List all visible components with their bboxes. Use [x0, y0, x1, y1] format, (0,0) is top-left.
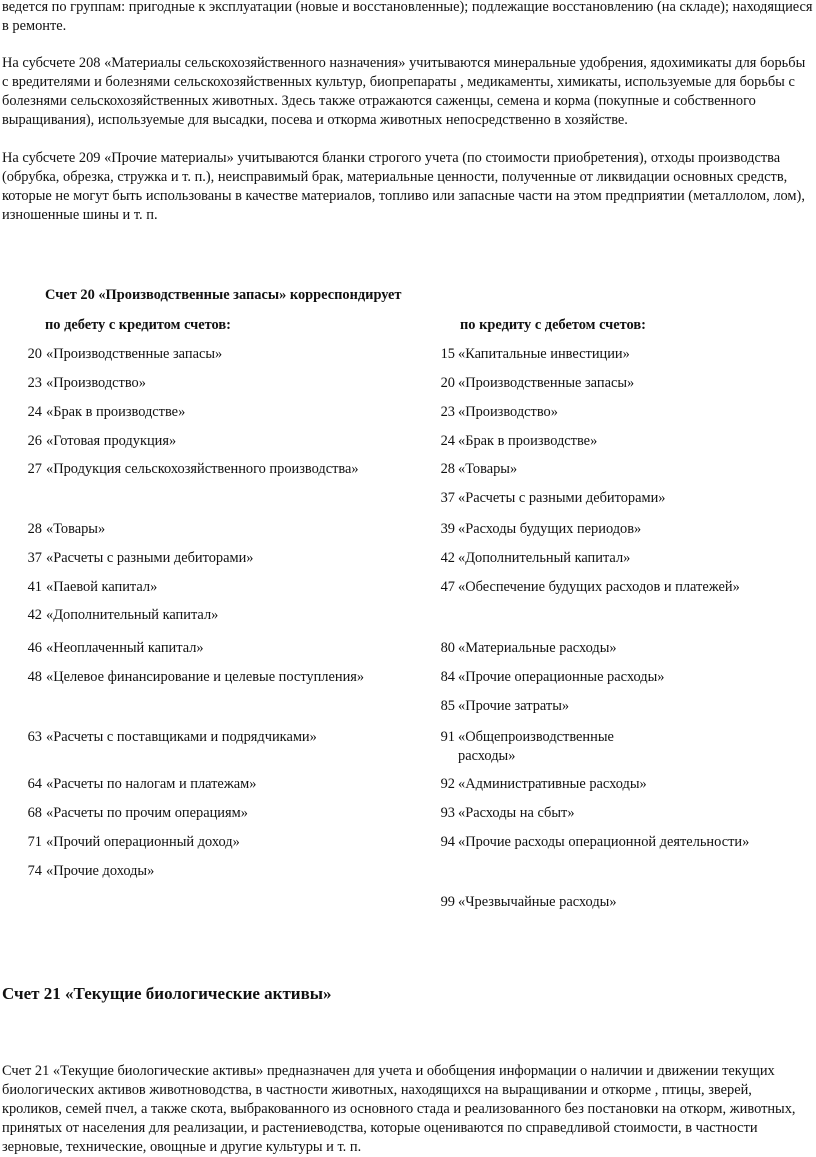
account-name: «Расходы будущих периодов»	[458, 521, 642, 537]
account-name: «Расчеты с разными дебиторами»	[458, 490, 666, 506]
account-name: «Неоплаченный капитал»	[46, 640, 204, 656]
account-name: «Административные расходы»	[458, 776, 647, 792]
account-number: 20	[27, 346, 42, 362]
account-name: «Расчеты с поставщиками и подрядчиками»	[46, 729, 317, 745]
account-number: 91	[440, 729, 455, 745]
account-number: 71	[27, 834, 42, 850]
account-name: «Дополнительный капитал»	[458, 550, 631, 566]
account-number: 74	[27, 863, 42, 879]
account-number: 48	[27, 669, 42, 685]
account-number: 80	[440, 640, 455, 656]
account-number: 28	[27, 521, 42, 537]
account-number: 41	[27, 579, 42, 595]
account-name: «Прочий операционный доход»	[46, 834, 240, 850]
account-number: 85	[440, 698, 455, 714]
account-name: «Паевой капитал»	[46, 579, 158, 595]
account-name: «Товары»	[458, 461, 518, 477]
account-name: «Чрезвычайные расходы»	[458, 894, 617, 910]
correspondence-heading: Счет 20 «Производственные запасы» корреспондирует	[45, 287, 402, 303]
account-name: «Брак в производстве»	[46, 404, 186, 420]
account-number: 39	[440, 521, 455, 537]
account-number: 24	[27, 404, 42, 420]
account-name: «Производство»	[46, 375, 146, 391]
paragraph-subaccount-208: На субсчете 208 «Материалы сельскохозяйственного назначения» учитываются минеральные удобрения, ядохимикаты для борьбы с вредителями и болезнями сельскохозяйственных культур, биопрепараты , медикаменты, химикаты, используемые для борьбы с болезнями сельскохозяйственных животных. Здесь также отражаются саженцы, семена и корма (покупные и собственного выращивания), используемые для высадки, посева и откорма животных непосредственно в хозяйстве.	[2, 55, 806, 128]
account-name: «Прочие операционные расходы»	[458, 669, 665, 685]
account-number: 37	[440, 490, 455, 506]
account-name: «Расчеты по прочим операциям»	[46, 805, 248, 821]
account-number: 94	[440, 834, 455, 850]
account-number: 24	[440, 433, 455, 449]
account-number: 47	[440, 579, 455, 595]
debit-column-header: по дебету с кредитом счетов:	[45, 317, 231, 333]
account-number: 42	[440, 550, 455, 566]
account-number: 42	[27, 607, 42, 623]
account-number: 64	[27, 776, 42, 792]
account-number: 68	[27, 805, 42, 821]
account-name: «Обеспечение будущих расходов и платежей»	[458, 579, 740, 595]
account-name: «Брак в производстве»	[458, 433, 598, 449]
account-number: 84	[440, 669, 455, 685]
account-name: «Расходы на сбыт»	[458, 805, 575, 821]
account-name: «Товары»	[46, 521, 106, 537]
account-number: 92	[440, 776, 455, 792]
account-name: «Целевое финансирование и целевые поступления»	[46, 669, 365, 685]
account-number: 27	[27, 461, 42, 477]
account-name: «Готовая продукция»	[46, 433, 177, 449]
account-number: 46	[27, 640, 42, 656]
account-name: «Производственные запасы»	[458, 375, 635, 391]
account-number: 63	[27, 729, 42, 745]
account-name: «Дополнительный капитал»	[46, 607, 219, 623]
paragraph-subaccount-207-end: ведется по группам: пригодные к эксплуатации (новые и восстановленные); подлежащие восстановлению (на складе); находящиеся в ремонте.	[2, 0, 813, 34]
account-number: 93	[440, 805, 455, 821]
account-number: 23	[440, 404, 455, 420]
account-name: «Прочие расходы операционной деятельности»	[458, 834, 750, 850]
account-name: «Материальные расходы»	[458, 640, 617, 656]
account-name: «Прочие доходы»	[46, 863, 155, 879]
account-number: 99	[440, 894, 455, 910]
account-number: 15	[440, 346, 455, 362]
account-number: 23	[27, 375, 42, 391]
account-name: «Продукция сельскохозяйственного производства»	[46, 461, 359, 477]
account-name: «Общепроизводственные расходы»	[458, 729, 614, 764]
paragraph-subaccount-209: На субсчете 209 «Прочие материалы» учитываются бланки строгого учета (по стоимости приобретения), отходы производства (обрубка, обрезка, стружка и т. п.), неисправимый брак, материальные ценности, полученные от ликвидации основных средств, которые не могут быть использованы в качестве материалов, топливо или запасные части на этом предприятии (металлолом, лом), изношенные шины и т. п.	[2, 150, 805, 223]
paragraph-account-21: Счет 21 «Текущие биологические активы» предназначен для учета и обобщения информации о наличии и движении текущих биологических активов животноводства, в частности животных, находящихся на выращивании и откорме , птицы, зверей, кроликов, семей пчел, а также скота, выбракованного из основного стада и реализованного без постановки на откорм, животных, принятых от населения для реализации, и растениеводства, которые оцениваются по справедливой стоимости, в частности зерновые, технические, овощные и другие культуры и т. п.	[2, 1063, 796, 1155]
credit-column-header: по кредиту с дебетом счетов:	[460, 317, 646, 333]
account-name: «Расчеты с разными дебиторами»	[46, 550, 254, 566]
account-name: «Производственные запасы»	[46, 346, 223, 362]
account-name: «Капитальные инвестиции»	[458, 346, 630, 362]
account-number: 26	[27, 433, 42, 449]
account-number: 37	[27, 550, 42, 566]
account-name: «Расчеты по налогам и платежам»	[46, 776, 257, 792]
section-title: Счет 21 «Текущие биологические активы»	[2, 984, 332, 1003]
account-number: 28	[440, 461, 455, 477]
account-name: «Прочие затраты»	[458, 698, 570, 714]
account-name: «Производство»	[458, 404, 558, 420]
account-number: 20	[440, 375, 455, 391]
